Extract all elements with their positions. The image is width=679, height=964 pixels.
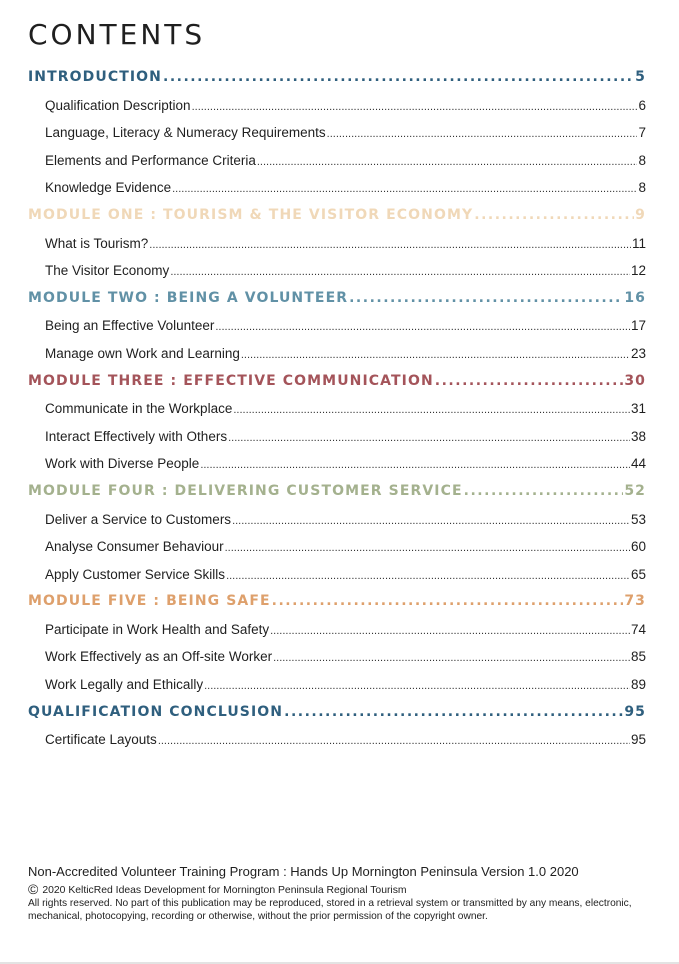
- dot-leader: [233, 397, 630, 423]
- dot-leader: [192, 94, 638, 120]
- toc-entry[interactable]: [28, 506, 646, 534]
- toc-page-number: 8: [638, 180, 646, 196]
- toc-entry-label: MODULE ONE : TOURISM & THE VISITOR ECONOMY: [28, 206, 474, 223]
- toc-entry-label: Work with Diverse People: [45, 456, 200, 472]
- toc-module-heading[interactable]: [28, 699, 646, 727]
- toc-entry[interactable]: [28, 616, 646, 644]
- toc-entry-label: MODULE TWO : BEING A VOLUNTEER: [28, 289, 349, 306]
- toc-entry[interactable]: [28, 643, 646, 671]
- toc-module-heading[interactable]: [28, 368, 646, 396]
- dot-leader: [241, 342, 630, 368]
- toc-page-number: 6: [638, 97, 646, 113]
- toc-page-number: 16: [624, 289, 646, 306]
- toc-module-heading[interactable]: [28, 64, 646, 92]
- program-title: Non-Accredited Volunteer Training Program : Hands Up Mornington Peninsula Version 1.0 2020: [28, 864, 579, 879]
- dot-leader: [232, 508, 630, 534]
- toc-module-heading[interactable]: [28, 202, 646, 230]
- toc-entry[interactable]: [28, 92, 646, 120]
- toc-page-number: 53: [630, 511, 646, 527]
- dot-leader: [172, 176, 637, 202]
- toc-entry[interactable]: [28, 671, 646, 699]
- toc-page-number: 38: [630, 428, 646, 444]
- toc-entry-label: What is Tourism?: [45, 235, 149, 251]
- toc-page-number: 12: [630, 263, 646, 279]
- dot-leader: [226, 563, 630, 589]
- toc-entry-label: Certificate Layouts: [45, 732, 157, 748]
- dot-leader: [163, 64, 634, 92]
- copyright-text: 2020 KelticRed Ideas Development for Mornington Peninsula Regional Tourism: [42, 885, 407, 896]
- toc-page-number: 89: [630, 677, 646, 693]
- toc-page-number: 9: [635, 206, 646, 223]
- toc-page-number: 44: [630, 456, 646, 472]
- toc-entry[interactable]: [28, 423, 646, 451]
- dot-leader: [272, 588, 624, 616]
- toc-entry-label: Communicate in the Workplace: [45, 401, 233, 417]
- toc-page-number: 11: [631, 235, 646, 251]
- rights-notice: All rights reserved. No part of this publication may be reproduced, stored in a retrieval system or transmitted by any means, electronic, mechanical, photocopying, recording or otherwise, without the prior permission of the copyright owner.: [28, 898, 632, 922]
- dot-leader: [225, 535, 630, 561]
- toc-entry[interactable]: [28, 395, 646, 423]
- toc-entry[interactable]: [28, 312, 646, 340]
- toc-page-number: 85: [630, 649, 646, 665]
- toc-entry[interactable]: [28, 230, 646, 258]
- toc-entry-label: Qualification Description: [45, 97, 191, 113]
- toc-page-number: 95: [630, 732, 646, 748]
- dot-leader: [215, 314, 630, 340]
- toc-page-number: 23: [630, 345, 646, 361]
- toc-entry[interactable]: [28, 533, 646, 561]
- dot-leader: [464, 478, 624, 506]
- toc-entry-label: Apply Customer Service Skills: [45, 566, 226, 582]
- toc-entry[interactable]: [28, 147, 646, 175]
- dot-leader: [284, 699, 623, 727]
- toc-entry-label: QUALIFICATION CONCLUSION: [28, 703, 284, 720]
- dot-leader: [170, 259, 630, 285]
- toc-entry-label: Manage own Work and Learning: [45, 345, 240, 361]
- toc-entry-label: Work Legally and Ethically: [45, 677, 204, 693]
- toc-page-number: 31: [630, 401, 646, 417]
- toc-entry-label: MODULE FIVE : BEING SAFE: [28, 593, 271, 610]
- toc-entry-label: Interact Effectively with Others: [45, 428, 228, 444]
- toc-entry[interactable]: [28, 119, 646, 147]
- table-of-contents: [28, 64, 646, 754]
- toc-entry[interactable]: [28, 340, 646, 368]
- toc-page-number: 95: [624, 703, 646, 720]
- toc-entry[interactable]: [28, 257, 646, 285]
- toc-entry[interactable]: [28, 450, 646, 478]
- dot-leader: [474, 202, 634, 230]
- toc-page-number: 74: [630, 621, 646, 637]
- dot-leader: [200, 452, 630, 478]
- toc-entry-label: Deliver a Service to Customers: [45, 511, 232, 527]
- toc-module-heading[interactable]: [28, 478, 646, 506]
- dot-leader: [149, 232, 631, 258]
- toc-page-number: 30: [624, 372, 646, 389]
- toc-entry-label: Knowledge Evidence: [45, 180, 172, 196]
- dot-leader: [349, 285, 623, 313]
- copyright-icon: ©: [28, 881, 39, 897]
- toc-page-number: 8: [638, 152, 646, 168]
- page-title: CONTENTS: [28, 18, 206, 51]
- toc-entry-label: Analyse Consumer Behaviour: [45, 539, 224, 555]
- toc-page-number: 5: [635, 69, 646, 85]
- dot-leader: [270, 618, 630, 644]
- toc-entry-label: Work Effectively as an Off-site Worker: [45, 649, 273, 665]
- toc-module-heading[interactable]: [28, 285, 646, 313]
- toc-entry-label: INTRODUCTION: [28, 69, 162, 85]
- toc-entry-label: Language, Literacy & Numeracy Requirements: [45, 125, 326, 141]
- toc-page-number: 17: [630, 318, 646, 334]
- dot-leader: [158, 728, 630, 754]
- page-footer: [28, 864, 648, 923]
- toc-entry-label: MODULE FOUR : DELIVERING CUSTOMER SERVICE: [28, 482, 463, 499]
- toc-entry[interactable]: [28, 561, 646, 589]
- dot-leader: [327, 121, 638, 147]
- toc-module-heading[interactable]: [28, 588, 646, 616]
- toc-page-number: 73: [624, 593, 646, 610]
- toc-entry-label: Elements and Performance Criteria: [45, 152, 256, 168]
- toc-page-number: 60: [630, 539, 646, 555]
- copyright-line: [28, 883, 648, 897]
- toc-entry-label: MODULE THREE : EFFECTIVE COMMUNICATION: [28, 372, 434, 389]
- toc-page-number: 7: [638, 125, 646, 141]
- toc-entry[interactable]: [28, 174, 646, 202]
- toc-entry-label: Participate in Work Health and Safety: [45, 621, 270, 637]
- dot-leader: [228, 425, 630, 451]
- dot-leader: [204, 673, 630, 699]
- dot-leader: [273, 645, 630, 671]
- toc-entry-label: The Visitor Economy: [45, 263, 170, 279]
- toc-page-number: 52: [624, 482, 646, 499]
- toc-entry[interactable]: [28, 726, 646, 754]
- toc-page-number: 65: [630, 566, 646, 582]
- dot-leader: [435, 368, 624, 396]
- toc-entry-label: Being an Effective Volunteer: [45, 318, 215, 334]
- dot-leader: [257, 149, 638, 175]
